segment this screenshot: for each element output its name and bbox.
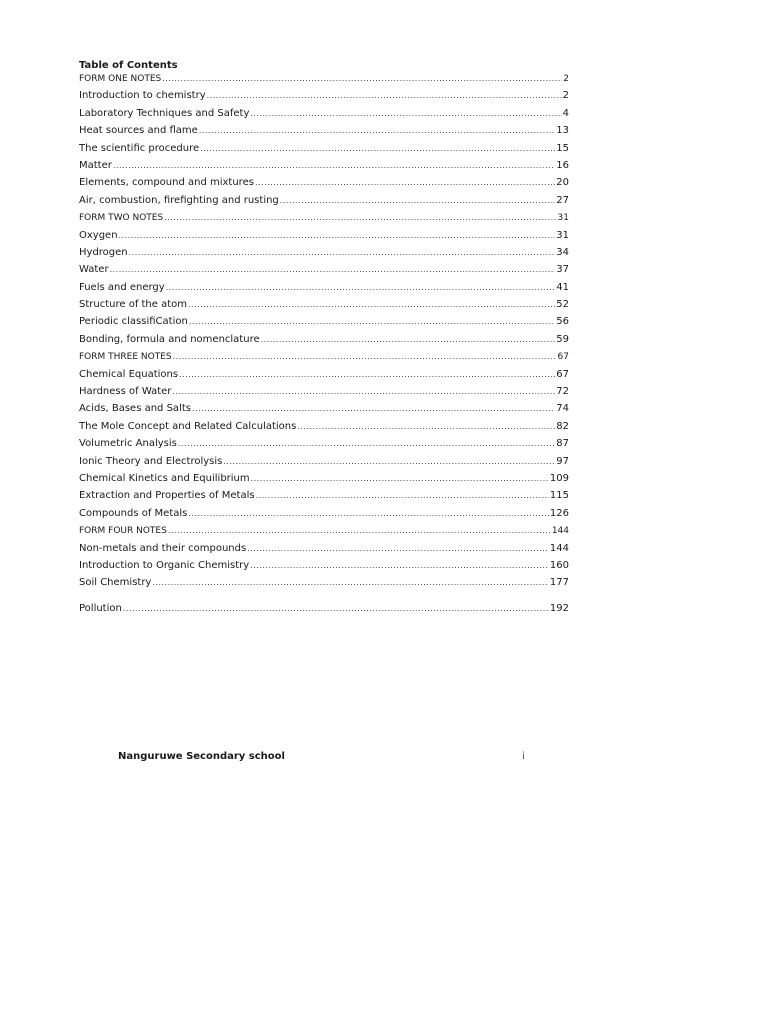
toc-entry-label: Pollution xyxy=(79,602,122,614)
toc-entry[interactable] xyxy=(79,522,569,539)
toc-leader xyxy=(189,313,555,330)
toc-entry-label: Compounds of Metals xyxy=(79,507,188,519)
toc-entry-label: Introduction to chemistry xyxy=(79,90,206,102)
toc-entry-label: Structure of the atom xyxy=(79,299,188,311)
toc-entry-label: Elements, compound and mixtures xyxy=(79,177,254,189)
toc-entry[interactable] xyxy=(79,348,569,365)
toc-entry[interactable] xyxy=(79,366,569,383)
toc-entry-label: The scientific procedure xyxy=(79,142,200,154)
toc-entry[interactable] xyxy=(79,383,569,400)
toc-entry[interactable] xyxy=(79,174,569,191)
toc-entry[interactable] xyxy=(79,600,569,617)
toc-entry-page: 41 xyxy=(556,281,569,293)
toc-entry[interactable] xyxy=(79,540,569,557)
toc-leader xyxy=(251,470,549,487)
toc-entry-label: Acids, Bases and Salts xyxy=(79,403,191,415)
toc-leader xyxy=(250,105,561,122)
toc-leader xyxy=(199,122,555,139)
toc-entry[interactable] xyxy=(79,505,569,522)
toc-entry-page: 52 xyxy=(556,299,569,311)
toc-leader xyxy=(280,192,555,209)
toc-title: Table of Contents xyxy=(79,60,178,71)
toc-leader xyxy=(129,244,556,261)
toc-entry[interactable] xyxy=(79,70,569,87)
toc-entry-page: 2 xyxy=(563,74,569,84)
toc-leader xyxy=(256,487,549,504)
toc-leader xyxy=(223,453,555,470)
toc-entry[interactable] xyxy=(79,574,569,591)
toc-entry-label: Oxygen xyxy=(79,229,118,241)
toc-leader xyxy=(172,383,555,400)
toc-entry-page: 144 xyxy=(549,542,569,554)
toc-leader xyxy=(113,157,555,174)
toc-entry-label: Soil Chemistry xyxy=(79,577,152,589)
toc-entry-label: FORM THREE NOTES xyxy=(79,352,172,363)
toc-entry[interactable] xyxy=(79,87,569,104)
toc-entry-label: FORM FOUR NOTES xyxy=(79,526,167,537)
toc-entry[interactable] xyxy=(79,400,569,417)
toc-leader xyxy=(247,540,549,557)
toc-entry[interactable] xyxy=(79,244,569,261)
toc-entry[interactable] xyxy=(79,313,569,330)
toc-entry-page: 87 xyxy=(556,438,569,450)
toc-entry-page: 2 xyxy=(562,90,569,102)
toc-entry[interactable] xyxy=(79,470,569,487)
toc-entry-page: 72 xyxy=(556,386,569,398)
toc-entry[interactable] xyxy=(79,296,569,313)
toc-entry-page: 59 xyxy=(556,333,569,345)
toc-entry[interactable] xyxy=(79,192,569,209)
toc-entry[interactable] xyxy=(79,557,569,574)
footer-page-number: i xyxy=(522,751,525,762)
toc-leader xyxy=(297,418,555,435)
toc-leader xyxy=(192,400,555,417)
toc-entry-label: Water xyxy=(79,264,109,276)
toc-entry-label: Chemical Equations xyxy=(79,368,179,380)
toc-entry-page: 4 xyxy=(562,107,569,119)
toc-entry-label: Ionic Theory and Electrolysis xyxy=(79,455,223,467)
toc-entry-page: 192 xyxy=(549,602,569,614)
toc-entry-label: FORM ONE NOTES xyxy=(79,74,162,84)
toc-leader xyxy=(179,366,555,383)
toc-entry-page: 16 xyxy=(556,159,569,171)
toc-leader xyxy=(207,87,562,104)
toc-leader xyxy=(188,505,549,522)
toc-entry-page: 144 xyxy=(551,526,569,537)
toc-entry-page: 115 xyxy=(549,490,569,502)
toc-entry[interactable] xyxy=(79,418,569,435)
toc-leader xyxy=(110,261,556,278)
toc-entry-label: Laboratory Techniques and Safety xyxy=(79,107,250,119)
toc-leader xyxy=(250,557,549,574)
toc-leader xyxy=(152,574,549,591)
toc-leader xyxy=(188,296,555,313)
toc-list xyxy=(79,70,569,617)
toc-entry-page: 177 xyxy=(549,577,569,589)
toc-entry-page: 56 xyxy=(556,316,569,328)
toc-entry[interactable] xyxy=(79,209,569,226)
toc-entry-label: Hardness of Water xyxy=(79,386,172,398)
toc-entry-page: 31 xyxy=(556,229,569,241)
toc-entry-page: 20 xyxy=(556,177,569,189)
toc-entry-page: 15 xyxy=(556,142,569,154)
toc-entry-page: 74 xyxy=(556,403,569,415)
toc-entry-page: 109 xyxy=(549,472,569,484)
toc-leader xyxy=(261,331,556,348)
toc-entry-label: Chemical Kinetics and Equilibrium xyxy=(79,472,250,484)
toc-entry[interactable] xyxy=(79,279,569,296)
toc-entry-page: 67 xyxy=(556,368,569,380)
toc-entry-page: 13 xyxy=(556,125,569,137)
toc-entry[interactable] xyxy=(79,435,569,452)
toc-entry-page: 31 xyxy=(557,213,569,224)
toc-entry-page: 27 xyxy=(556,194,569,206)
toc-entry[interactable] xyxy=(79,227,569,244)
toc-entry-page: 160 xyxy=(549,559,569,571)
toc-entry-page: 82 xyxy=(556,420,569,432)
toc-leader xyxy=(164,209,556,226)
footer-school-name: Nanguruwe Secondary school xyxy=(118,751,285,762)
toc-entry[interactable] xyxy=(79,105,569,122)
toc-leader xyxy=(255,174,555,191)
toc-entry[interactable] xyxy=(79,331,569,348)
toc-entry-label: Fuels and energy xyxy=(79,281,165,293)
toc-entry-label: Introduction to Organic Chemistry xyxy=(79,559,250,571)
toc-leader xyxy=(200,140,555,157)
toc-entry-label: Matter xyxy=(79,159,112,171)
toc-entry[interactable] xyxy=(79,261,569,278)
toc-entry-page: 34 xyxy=(556,246,569,258)
toc-entry[interactable] xyxy=(79,140,569,157)
toc-leader xyxy=(166,279,556,296)
toc-leader xyxy=(173,348,557,365)
toc-entry-label: Volumetric Analysis xyxy=(79,438,177,450)
toc-entry-label: Non-metals and their compounds xyxy=(79,542,247,554)
toc-entry-label: Periodic classifiCation xyxy=(79,316,188,328)
toc-entry-page: 67 xyxy=(557,352,569,363)
toc-entry-page: 126 xyxy=(549,507,569,519)
toc-leader xyxy=(178,435,555,452)
toc-entry-label: Hydrogen xyxy=(79,246,128,258)
toc-entry-label: Heat sources and flame xyxy=(79,125,198,137)
toc-entry-label: Extraction and Properties of Metals xyxy=(79,490,255,502)
toc-entry-label: The Mole Concept and Related Calculations xyxy=(79,420,297,432)
toc-entry-page: 97 xyxy=(556,455,569,467)
toc-leader xyxy=(168,522,551,539)
toc-entry[interactable] xyxy=(79,122,569,139)
toc-entry[interactable] xyxy=(79,453,569,470)
toc-entry-label: Bonding, formula and nomenclature xyxy=(79,333,260,345)
toc-entry[interactable] xyxy=(79,157,569,174)
toc-entry-page: 37 xyxy=(556,264,569,276)
toc-leader xyxy=(123,600,549,617)
toc-entry[interactable] xyxy=(79,487,569,504)
toc-entry-label: Air, combustion, firefighting and rusting xyxy=(79,194,279,206)
toc-leader xyxy=(162,70,562,87)
toc-leader xyxy=(119,227,556,244)
toc-entry-label: FORM TWO NOTES xyxy=(79,213,164,224)
